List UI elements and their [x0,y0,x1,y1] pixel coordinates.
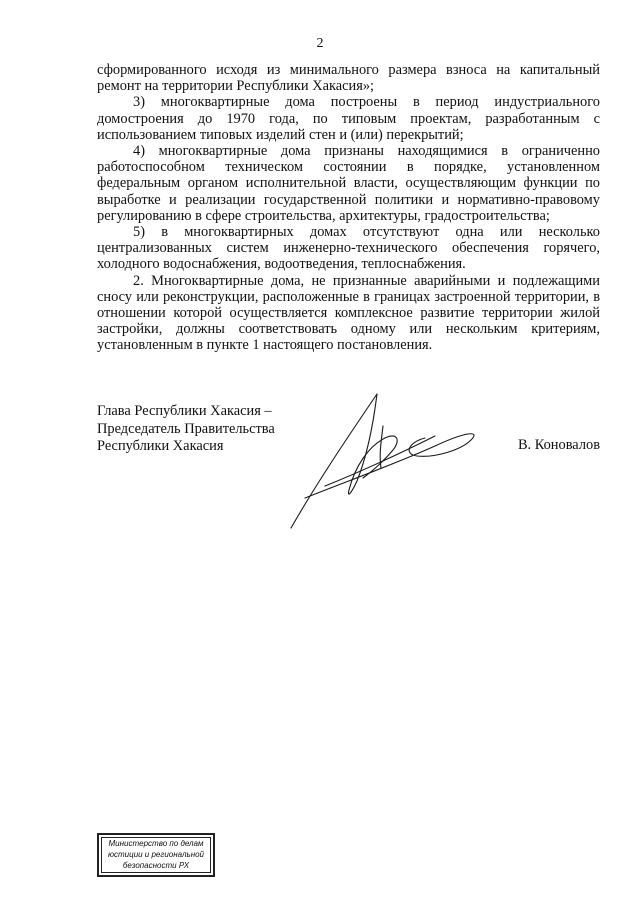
stamp-line: юстиции и региональной [107,850,205,859]
paragraph-point-2: 2. Многоквартирные дома, не признанные аварийными и подлежащими сносу или реконструкции, расположенные в границах застроенной территории, в отношении которой осуществляется комплексное развитие территории жилой застройки, должны соответствовать одному или нескольким критериям, установленным в пункте 1 настоящего постановления. [97,272,600,354]
stamp-line: Министерство по делам [108,839,204,848]
signatory-title [97,403,275,456]
paragraph-item-3: 3) многоквартирные дома построены в период индустриального домостроения до 1970 года, по типовым проектам, разработанным с использованием типовых изделий стен и (или) перекрытий; [97,94,600,143]
stamp-line: безопасности РХ [122,861,190,870]
handwritten-signature [285,386,485,536]
paragraph-item-4: 4) многоквартирные дома признаны находящимися в ограниченно работоспособном техническом состоянии в порядке, установленном федеральным органом исполнительной власти, осуществляющим функции по выработке и реализации государственной политики и нормативно-правовому регулированию в сфере строительства, архитектуры, градостроительства; [97,143,600,224]
signatory-title-line: Республики Хакасия [97,438,224,454]
registration-stamp [97,833,215,877]
signatory-title-line: Глава Республики Хакасия – [97,403,272,419]
paragraph-continuation: сформированного исходя из минимального размера взноса на капитальный ремонт на территории Республики Хакасия»; [97,62,600,95]
document-body [97,62,600,354]
signatory-title-line: Председатель Правительства [97,420,275,437]
signer-name: В. Коновалов [517,437,600,453]
paragraph-item-5: 5) в многоквартирных домах отсутствуют одна или несколько централизованных систем инженерно-технического обеспечения горячего, холодного водоснабжения, водоотведения, теплоснабжения. [97,224,600,273]
page-number: 2 [316,36,324,51]
